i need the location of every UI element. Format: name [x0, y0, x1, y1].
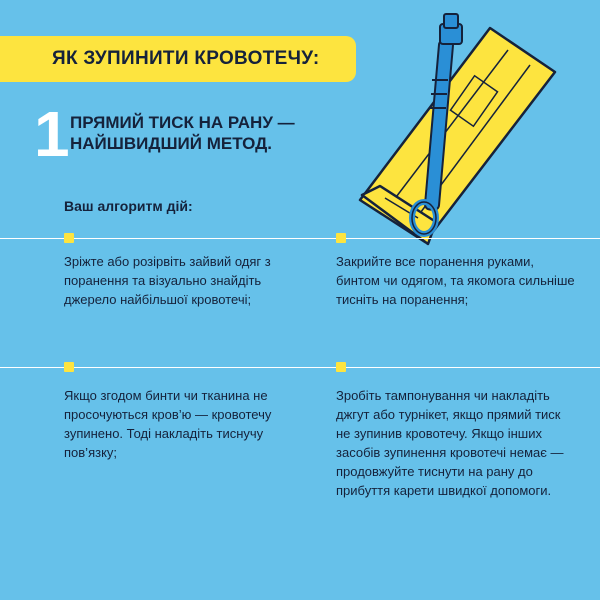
- section-title: [70, 112, 295, 154]
- divider-line-1: [0, 238, 600, 239]
- step-marker-3: [64, 362, 74, 372]
- section-title-line-1: ПРЯМИЙ ТИСК НА РАНУ —: [70, 113, 295, 132]
- tourniquet-illustration-icon: [340, 10, 570, 250]
- step-text-3: Якщо згодом бинти чи тканина не просочуються кров’ю — кровотечу зупинено. Тоді накладіть тиснучу пов’язку;: [64, 388, 272, 460]
- step-marker-1: [64, 233, 74, 243]
- tourniquet-strap: [360, 28, 555, 244]
- section-number: 1: [34, 98, 70, 170]
- section-title-line-2: НАЙШВИДШИЙ МЕТОД.: [70, 134, 272, 153]
- page-title: ЯК ЗУПИНИТИ КРОВОТЕЧУ:: [52, 48, 320, 69]
- step-text-4: Зробіть тампонування чи накладіть джгут або турнікет, якщо прямий тиск не зупинив кровотечу. Якщо інших засобів зупинення кровотечі немає — продовжуйте тиснути на рану до прибуття карети швидкої допомоги.: [336, 388, 564, 498]
- title-banner: [0, 36, 356, 82]
- divider-line-2: [0, 367, 600, 368]
- step-marker-4: [336, 362, 346, 372]
- step-marker-2: [336, 233, 346, 243]
- algorithm-label: Ваш алгоритм дій:: [64, 198, 193, 214]
- step-text-2: Закрийте все поранення руками, бинтом чи одягом, та якомога сильніше тисніть на поранення;: [336, 254, 575, 307]
- step-text-1: Зріжте або розірвіть зайвий одяг з поранення та візуально знайдіть джерело найбільшої кровотечі;: [64, 254, 271, 307]
